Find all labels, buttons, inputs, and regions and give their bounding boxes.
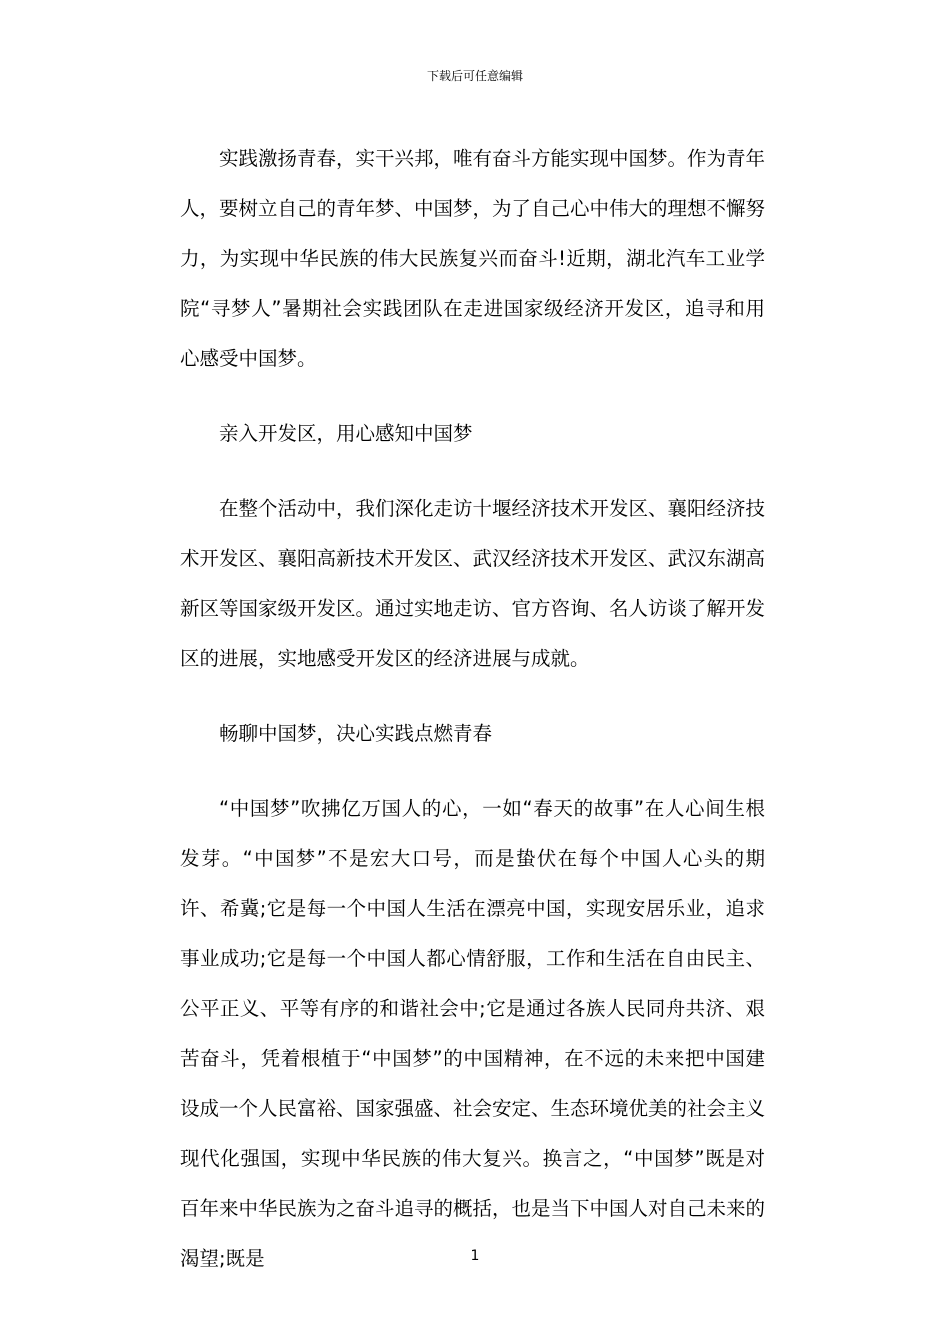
page-header: 下载后可任意编辑 (426, 69, 523, 83)
paragraph-china-dream: “中国梦”吹拂亿万国人的心，一如“春天的故事”在人心间生根发芽。“中国梦”不是宏大口号，而是蛰伏在每个中国人心头的期许、希冀;它是每一个中国人生活在漂亮中国，实现安居乐业，追求事业成功;它是每一个中国人都心情舒服，工作和生活在自由民主、公平正义、平等有序的和谐社会中;它是通过各族人民同舟共济、艰苦奋斗，凭着根植于“中国梦”的中国精神，在不远的未来把中国建设成一个人民富裕、国家强盛、社会安定、生态环境优美的社会主义现代化强国，实现中华民族的伟大复兴。换言之，“中国梦”既是对百年来中华民族为之奋斗追寻的概括，也是当下中国人对自己未来的渴望;既是 (180, 797, 766, 1270)
paragraph-intro: 实践激扬青春，实干兴邦，唯有奋斗方能实现中国梦。作为青年人，要树立自己的青年梦、中国梦，为了自己心中伟大的理想不懈努力，为实现中华民族的伟大民族复兴而奋斗!近期，湖北汽车工业学院“寻梦人”暑期社会实践团队在走进国家级经济开发区，追寻和用心感受中国梦。 (180, 147, 766, 370)
section-heading-china-dream: 畅聊中国梦，决心实践点燃青春 (219, 722, 493, 745)
paragraph-activities: 在整个活动中，我们深化走访十堰经济技术开发区、襄阳经济技术开发区、襄阳高新技术开发区、武汉经济技术开发区、武汉东湖高新区等国家级开发区。通过实地走访、官方咨询、名人访谈了解开发区的进展，实地感受开发区的经济进展与成就。 (180, 497, 766, 670)
section-heading-development-zone: 亲入开发区，用心感知中国梦 (219, 422, 473, 445)
page-number: 1 (470, 1248, 480, 1264)
document-body (180, 134, 765, 1284)
